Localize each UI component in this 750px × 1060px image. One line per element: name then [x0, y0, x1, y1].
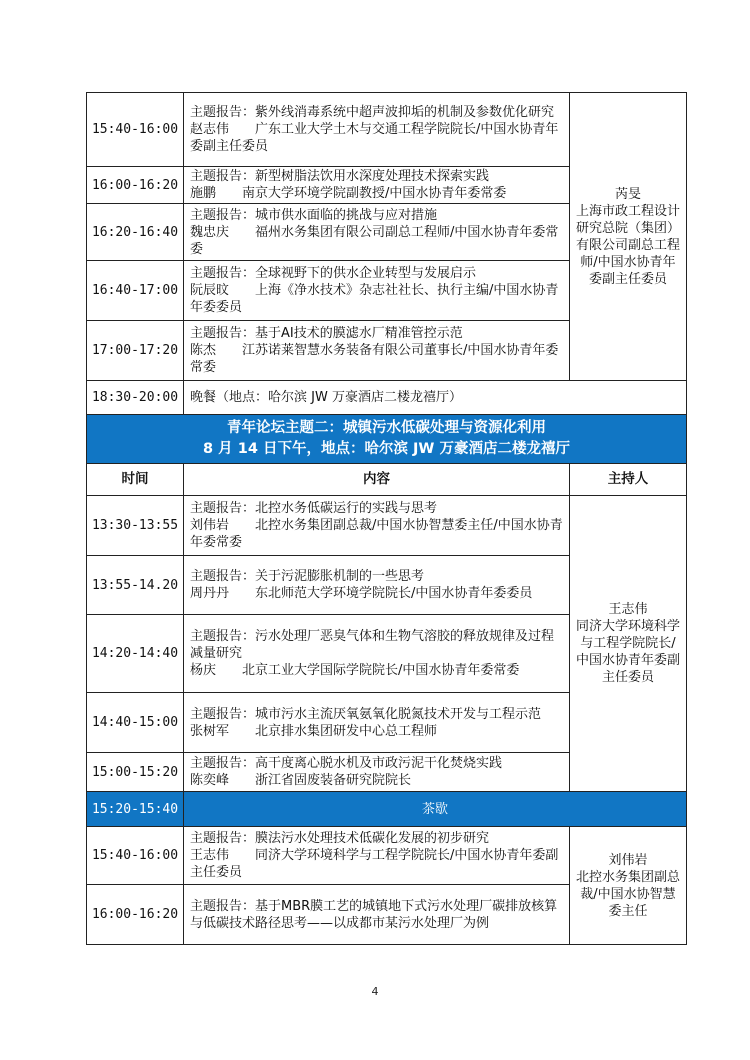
section-subtitle: 8 月 14 日下午，地点：哈尔滨 JW 万豪酒店二楼龙禧厅: [203, 441, 570, 457]
session-content: [184, 496, 570, 556]
session-content: [184, 885, 570, 945]
session-time: 15:40-16:00: [87, 93, 184, 167]
tea-break-row: [87, 792, 687, 827]
session-content: [184, 321, 570, 381]
report-title: 主题报告：基于AI技术的膜滤水厂精准管控示范: [190, 326, 463, 341]
session-time: 17:00-17:20: [87, 321, 184, 381]
tea-break-label: 茶歇: [184, 792, 687, 827]
session-time: 16:20-16:40: [87, 204, 184, 261]
speaker-info: 陈奕峰 浙江省固废装备研究院院长: [190, 773, 412, 788]
schedule-row: [87, 496, 687, 556]
session-time: 16:00-16:20: [87, 885, 184, 945]
page-number: 4: [371, 985, 379, 998]
report-title: 主题报告：紫外线消毒系统中超声波抑垢的机制及参数优化研究: [190, 105, 555, 120]
moderator-info: 芮旻 上海市政工程设计研究总院（集团）有限公司副总工程师/中国水协青年委副主任委员: [575, 186, 680, 287]
moderator-cell: [570, 827, 687, 945]
report-title: 主题报告：新型树脂法饮用水深度处理技术探索实践: [190, 169, 490, 184]
header-content: 内容: [184, 464, 570, 496]
session-time: 16:40-17:00: [87, 261, 184, 321]
session-content: [184, 93, 570, 167]
section-title: 青年论坛主题二：城镇污水低碳处理与资源化利用: [227, 420, 546, 436]
schedule-row: [87, 93, 687, 167]
section-banner-cell: [87, 415, 687, 464]
speaker-info: 张树军 北京排水集团研发中心总工程师: [190, 723, 438, 739]
speaker-info: 阮辰旼 上海《净水技术》杂志社社长、执行主编/中国水协青年委委员: [190, 283, 559, 315]
dinner-text: 晚餐（地点：哈尔滨 JW 万豪酒店二楼龙禧厅）: [184, 381, 687, 415]
report-title: 主题报告：城市供水面临的挑战与应对措施: [190, 207, 438, 223]
speaker-info: 赵志伟 广东工业大学土木与交通工程学院院长/中国水协青年委副主任委员: [190, 122, 559, 154]
session-time: 16:00-16:20: [87, 167, 184, 204]
speaker-info: 陈杰 江苏诺莱智慧水务装备有限公司董事长/中国水协青年委常委: [190, 343, 559, 375]
session-content: [184, 693, 570, 753]
speaker-info: 王志伟 同济大学环境科学与工程学院院长/中国水协青年委副主任委员: [190, 848, 559, 880]
session-content: [184, 261, 570, 321]
moderator-info: 刘伟岩 北控水务集团副总裁/中国水协智慧委主任: [575, 852, 680, 919]
report-title: 主题报告：污水处理厂恶臭气体和生物气溶胶的释放规律及过程减量研究: [190, 629, 555, 661]
session-time: 15:00-15:20: [87, 753, 184, 792]
session-time: 14:20-14:40: [87, 615, 184, 693]
session-time: 13:30-13:55: [87, 496, 184, 556]
session-content: [184, 167, 570, 204]
speaker-info: 魏忠庆 福州水务集团有限公司副总工程师/中国水协青年委常委: [190, 224, 559, 257]
report-title: 主题报告：城市污水主流厌氧氨氧化脱氮技术开发与工程示范: [190, 706, 542, 722]
speaker-info: 刘伟岩 北控水务集团副总裁/中国水协智慧委主任/中国水协青年委常委: [190, 518, 563, 550]
section-banner: [87, 415, 687, 464]
report-title: 主题报告：全球视野下的供水企业转型与发展启示: [190, 266, 477, 281]
report-title: 主题报告：基于MBR膜工艺的城镇地下式污水处理厂碳排放核算与低碳技术路径思考——以成都市某污水处理厂为例: [190, 898, 558, 931]
moderator-info: 王志伟 同济大学环境科学与工程学院院长/中国水协青年委副主任委员: [575, 602, 680, 685]
session-content: [184, 204, 570, 261]
moderator-cell: [570, 496, 687, 792]
session-content: [184, 556, 570, 615]
session-time: 15:40-16:00: [87, 827, 184, 885]
session-content: [184, 753, 570, 792]
session-content: [184, 827, 570, 885]
speaker-info: 施鹏 南京大学环境学院副教授/中国水协青年委常委: [190, 186, 507, 201]
header-host: 主持人: [570, 464, 687, 496]
report-title: 主题报告：北控水务低碳运行的实践与思考: [190, 501, 438, 516]
schedule-row: [87, 827, 687, 885]
report-title: 主题报告：膜法污水处理技术低碳化发展的初步研究: [190, 831, 490, 846]
header-time: 时间: [87, 464, 184, 496]
session-content: [184, 615, 570, 693]
tea-break-time: 15:20-15:40: [87, 792, 184, 827]
report-title: 主题报告：关于污泥膨胀机制的一些思考: [190, 569, 425, 584]
speaker-info: 周丹丹 东北师范大学环境学院院长/中国水协青年委委员: [190, 586, 533, 601]
schedule-table: [86, 92, 687, 945]
report-title: 主题报告：高干度离心脱水机及市政污泥干化焚烧实践: [190, 756, 503, 771]
dinner-row: [87, 381, 687, 415]
moderator-cell: [570, 93, 687, 381]
session-time: 13:55-14.20: [87, 556, 184, 615]
column-header-row: [87, 464, 687, 496]
session-time: 14:40-15:00: [87, 693, 184, 753]
speaker-info: 杨庆 北京工业大学国际学院院长/中国水协青年委常委: [190, 663, 520, 678]
dinner-time: 18:30-20:00: [87, 381, 184, 415]
